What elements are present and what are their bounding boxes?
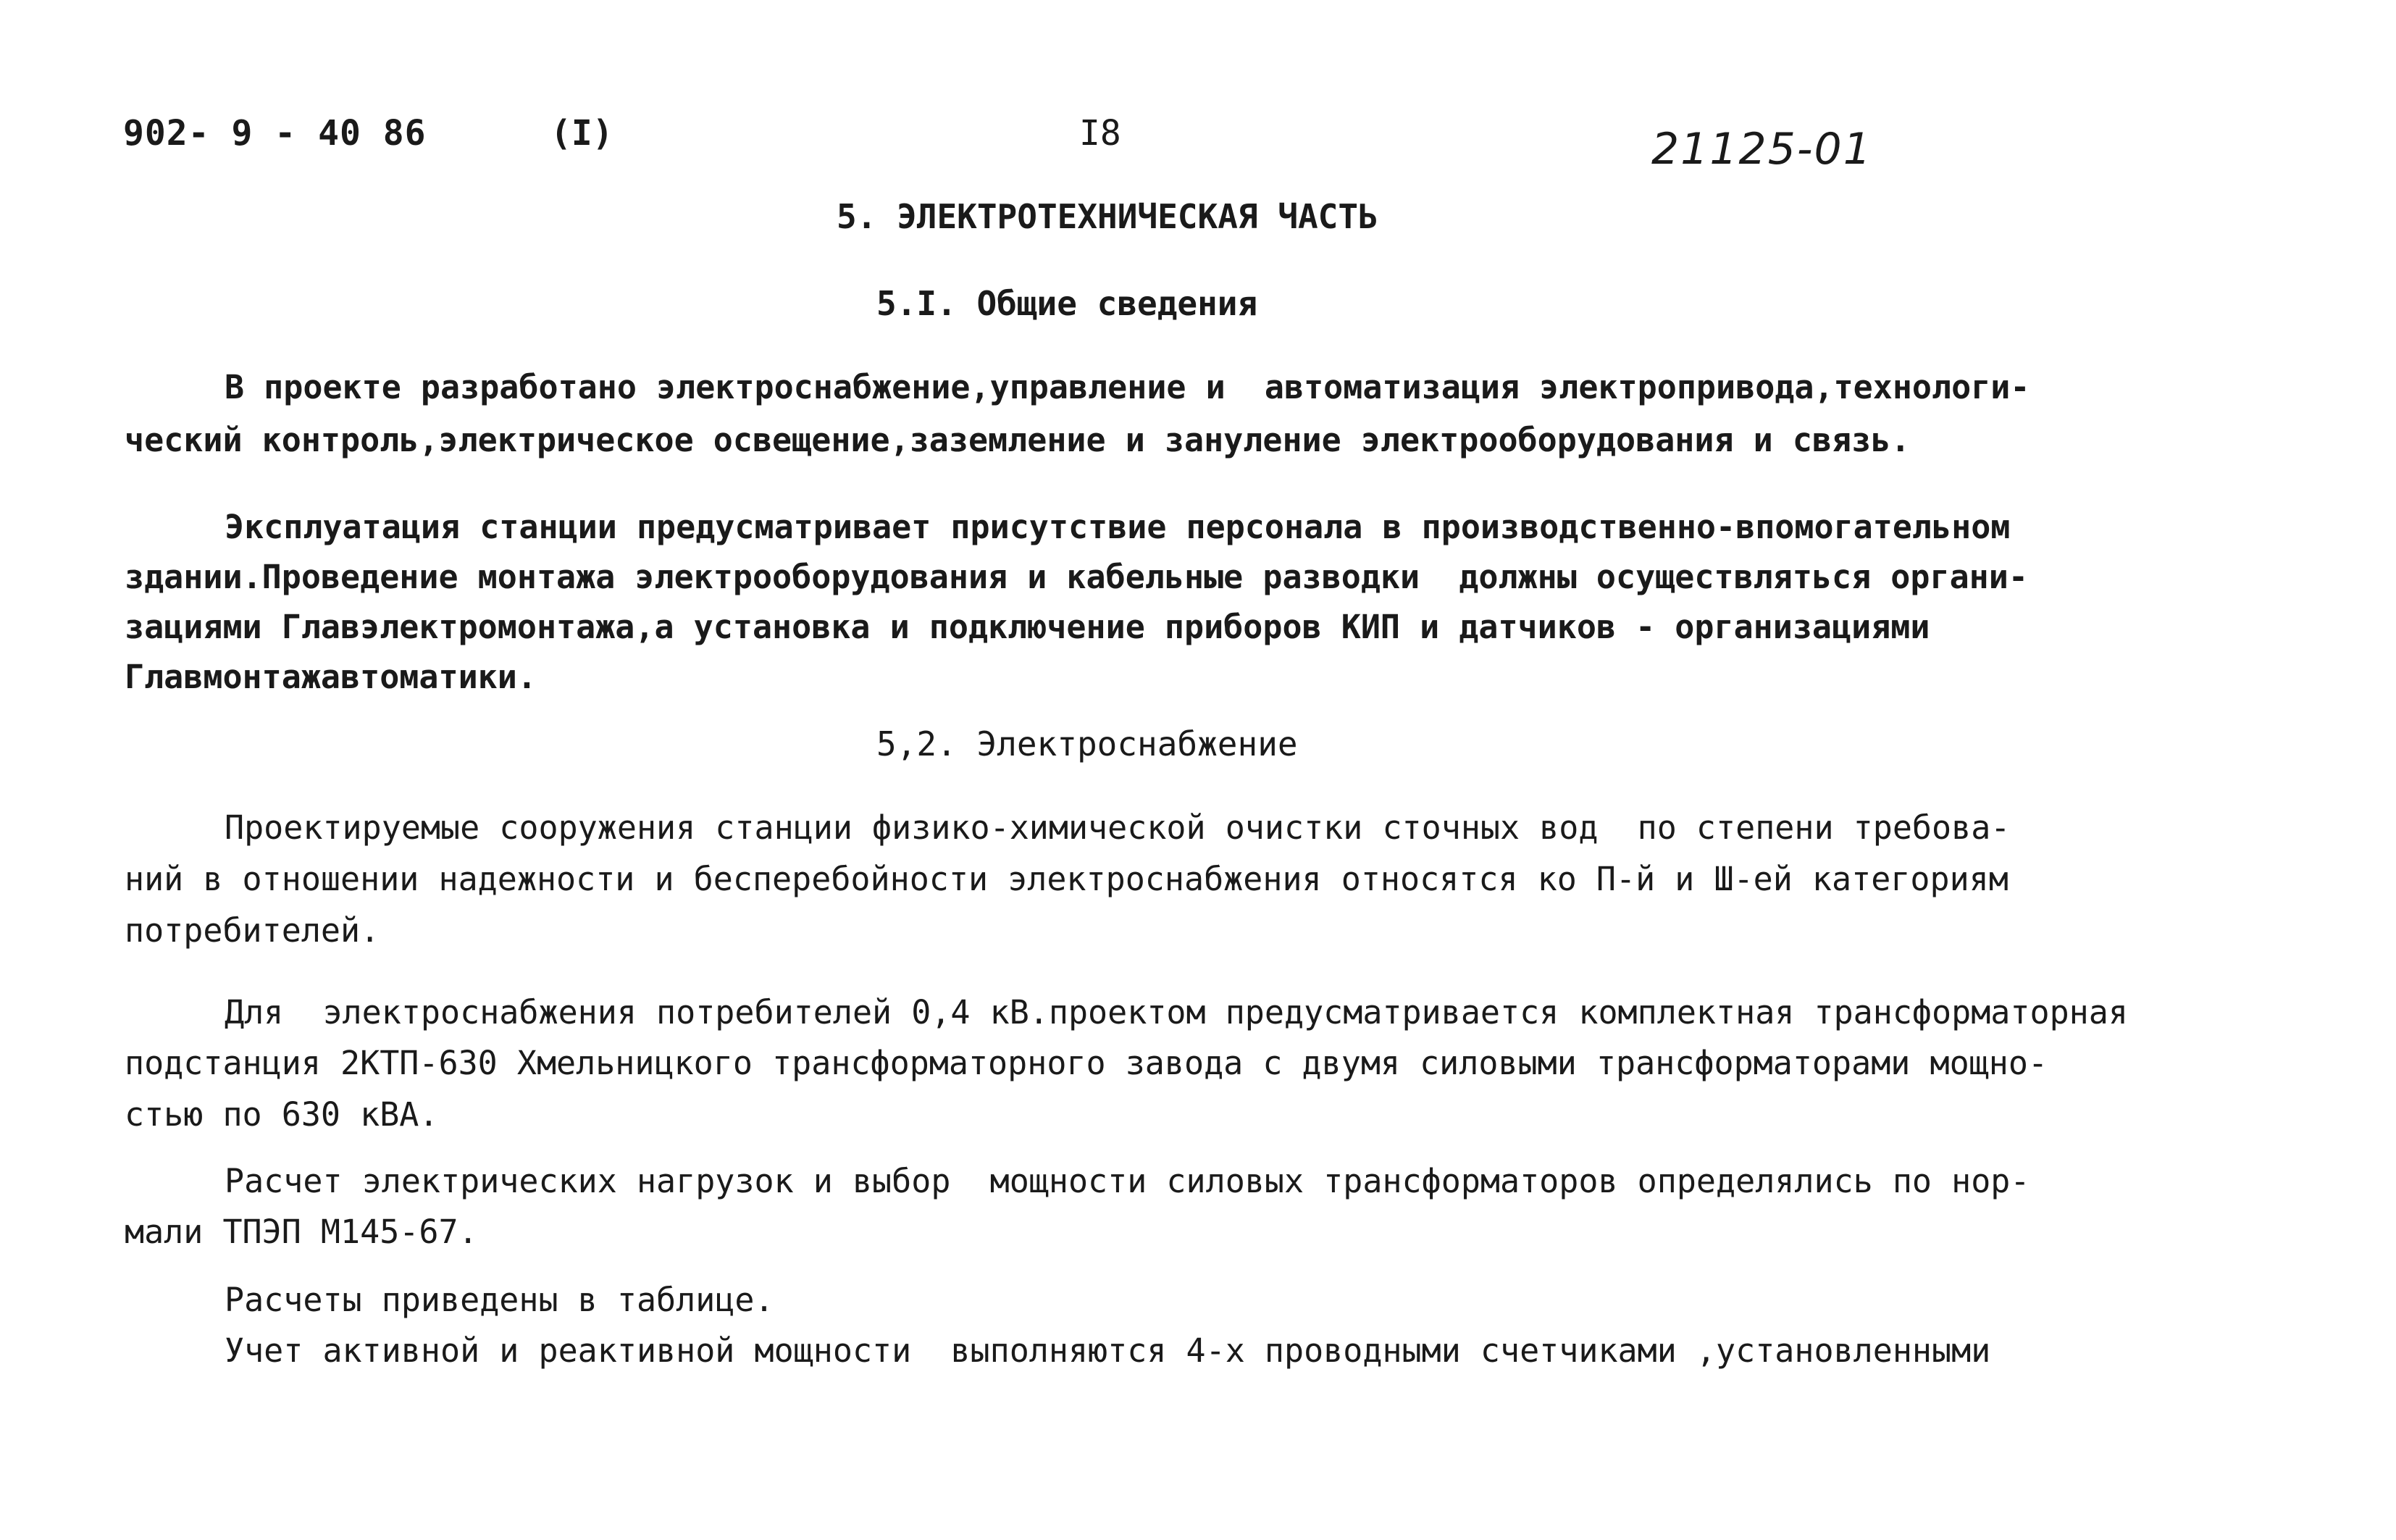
subsection-power-title: 5,2. Электроснабжение [876,724,1298,763]
paragraph-line: зациями Главэлектромонтажа,а установка и подключение приборов КИП и датчиков - организациями [125,608,1930,646]
volume-number: (I) [550,113,613,154]
paragraph-line: Эксплуатация станции предусматривает присутствие персонала в производственно-впомогательном [225,508,2011,546]
paragraph-line: Расчеты приведены в таблице. [225,1281,774,1319]
page-number: I8 [1079,113,1121,154]
paragraph-line: Расчет электрических нагрузок и выбор мощности силовых трансформаторов определялись по нор- [225,1162,2030,1200]
paragraph-line: здании.Проведение монтажа электрооборудования и кабельные разводки должны осуществляться органи- [125,558,2028,596]
paragraph-line: подстанция 2КТП-630 Хмельницкого трансформаторного завода с двумя силовыми трансформаторами мощно- [125,1044,2048,1082]
paragraph-line: Учет активной и реактивной мощности выполняются 4-х проводными счетчиками ,установленными [225,1331,1991,1370]
paragraph-line: Главмонтажавтоматики. [125,658,537,696]
paragraph-line: ний в отношении надежности и бесперебойности электроснабжения относятся ко П-й и Ш-ей категориям [125,860,2008,898]
subsection-general-title: 5.I. Общие сведения [876,284,1258,323]
section-title: 5. ЭЛЕКТРОТЕХНИЧЕСКАЯ ЧАСТЬ [837,197,1378,236]
paragraph-line: ческий контроль,электрическое освещение,заземление и зануление электрооборудования и связь. [125,421,1911,459]
handwritten-doc-number: 21125-01 [1651,124,1872,175]
paragraph-line: мали ТПЭП М145-67. [125,1213,478,1251]
document-code: 902- 9 - 40 86 [123,113,427,154]
paragraph-line: Проектируемые сооружения станции физико-химической очистки сточных вод по степени требова- [225,808,2011,847]
paragraph-line: потребителей. [125,911,380,950]
paragraph-line: В проекте разработано электроснабжение,управление и автоматизация электропривода,технологи- [225,368,2030,406]
paragraph-line: Для электроснабжения потребителей 0,4 кВ.проектом предусматривается комплектная трансформаторная [225,993,2128,1031]
paragraph-line: стью по 630 кВА. [125,1095,439,1134]
